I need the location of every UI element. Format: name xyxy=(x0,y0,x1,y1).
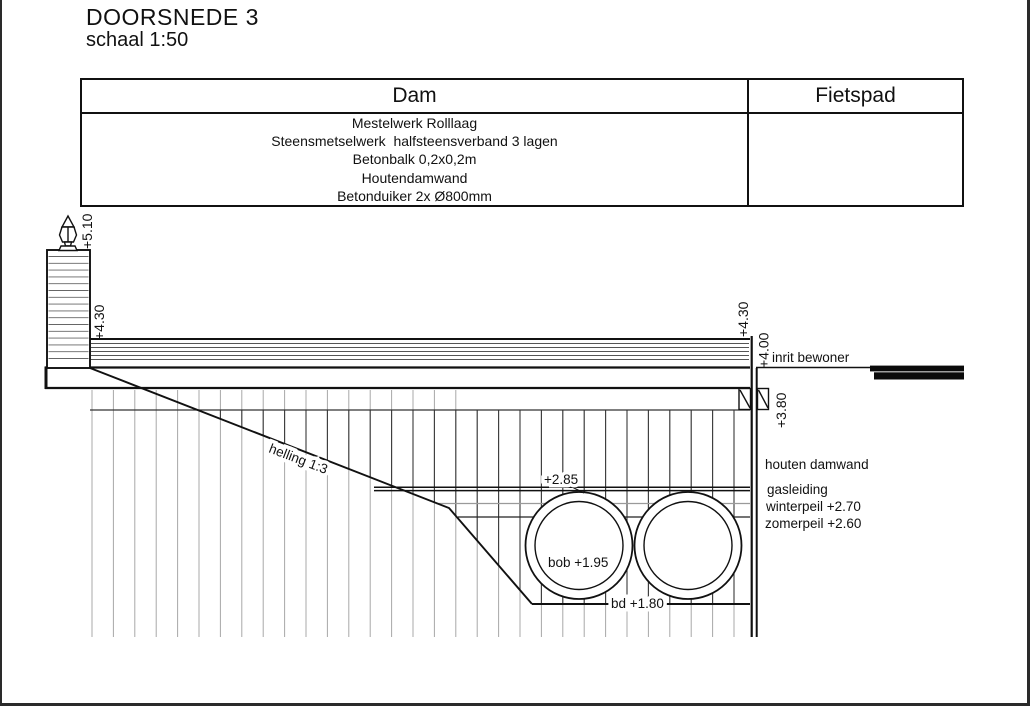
table-row: Steensmetselwerk halfsteensverband 3 lagen xyxy=(271,133,558,150)
level-label-400: +4.00 xyxy=(755,332,772,368)
level-label-285: +2.85 xyxy=(544,472,579,487)
inrit-pavement xyxy=(756,366,964,380)
level-label-510: +5.10 xyxy=(79,213,95,249)
houten-damwand-label: houten damwand xyxy=(765,457,869,472)
pavement-bar-top xyxy=(870,366,964,372)
drawing-scale: schaal 1:50 xyxy=(86,28,189,51)
table-row: Houtendamwand xyxy=(361,169,468,186)
rolllaag-courses xyxy=(91,344,749,360)
drawing-title: DOORSNEDE 3 xyxy=(86,4,259,30)
winterpeil-label: winterpeil +2.70 xyxy=(766,499,861,514)
level-label-430-right: +4.30 xyxy=(735,301,751,337)
zomerpeil-label: zomerpeil +2.60 xyxy=(765,516,862,531)
pavement-bar-bottom xyxy=(874,372,964,379)
fietspad-header-label: Fietspad xyxy=(815,83,896,107)
bd-label: bd +1.80 xyxy=(611,596,664,611)
cross-section-drawing xyxy=(2,0,1030,706)
betonbalk-sections xyxy=(739,389,769,410)
table-row: Betonbalk 0,2x0,2m xyxy=(352,151,477,168)
table-row: Betonduiker 2x Ø800mm xyxy=(337,187,492,204)
helling-label: helling 1:3 xyxy=(266,440,330,477)
gasleiding-label: gasleiding xyxy=(767,482,828,497)
dam-deck xyxy=(45,339,750,389)
dam-header-label: Dam xyxy=(392,83,437,107)
level-label-430-left: +4.30 xyxy=(91,304,107,340)
table-row: Mestelwerk Rolllaag xyxy=(351,114,478,131)
damwand-wall xyxy=(752,336,757,637)
betonduiker-pipes xyxy=(526,492,742,599)
inrit-label: inrit bewoner xyxy=(772,350,850,365)
lamp-post-icon xyxy=(59,216,77,251)
level-label-380: +3.80 xyxy=(773,392,789,428)
bob-label: bob +1.95 xyxy=(548,555,609,570)
pipe-left-inner xyxy=(535,502,623,590)
pipe-right-inner xyxy=(644,502,732,590)
